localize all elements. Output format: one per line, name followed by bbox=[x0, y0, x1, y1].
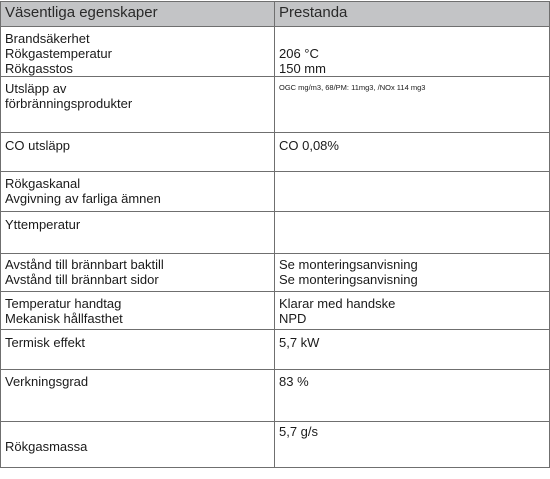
performance-cell bbox=[275, 292, 550, 330]
property-cell bbox=[1, 172, 275, 212]
property-label: Rökgastemperatur bbox=[5, 46, 112, 61]
property-cell bbox=[1, 212, 275, 254]
header-essential-properties: Väsentliga egenskaper bbox=[1, 2, 275, 27]
performance-value: 5,7 kW bbox=[279, 335, 320, 350]
property-label: Avgivning av farliga ämnen bbox=[5, 191, 161, 206]
property-label: Avstånd till brännbart sidor bbox=[5, 272, 159, 287]
performance-value: Se monteringsanvisning bbox=[279, 272, 418, 287]
properties-table-container bbox=[0, 1, 550, 479]
performance-value: 206 °C bbox=[279, 46, 319, 61]
performance-cell bbox=[275, 212, 550, 254]
performance-value: 83 % bbox=[279, 374, 309, 389]
table-row bbox=[1, 422, 550, 468]
performance-cell bbox=[275, 422, 550, 468]
table-row bbox=[1, 172, 550, 212]
performance-cell bbox=[275, 330, 550, 370]
property-cell bbox=[1, 27, 275, 77]
property-label: Temperatur handtag bbox=[5, 296, 122, 311]
property-label: Mekanisk hållfasthet bbox=[5, 311, 123, 326]
property-label: Termisk effekt bbox=[5, 335, 85, 350]
table-row bbox=[1, 27, 550, 77]
property-cell bbox=[1, 254, 275, 292]
performance-value: 5,7 g/s bbox=[279, 424, 319, 439]
table-row bbox=[1, 77, 550, 133]
table-row bbox=[1, 330, 550, 370]
performance-value: Klarar med handske bbox=[279, 296, 396, 311]
property-label: Rökgasstos bbox=[5, 61, 73, 76]
table-row bbox=[1, 133, 550, 172]
property-cell bbox=[1, 292, 275, 330]
property-cell bbox=[1, 133, 275, 172]
table-row bbox=[1, 292, 550, 330]
property-label: Utsläpp av bbox=[5, 81, 67, 96]
property-cell bbox=[1, 422, 275, 468]
performance-cell bbox=[275, 133, 550, 172]
property-label: Rökgaskanal bbox=[5, 176, 81, 191]
performance-value: Se monteringsanvisning bbox=[279, 257, 418, 272]
performance-cell bbox=[275, 27, 550, 77]
property-label: Brandsäkerhet bbox=[5, 31, 90, 46]
property-label: Verkningsgrad bbox=[5, 374, 89, 389]
property-label: CO utsläpp bbox=[5, 138, 71, 153]
header-performance: Prestanda bbox=[275, 2, 550, 27]
performance-cell bbox=[275, 172, 550, 212]
property-cell bbox=[1, 330, 275, 370]
property-cell bbox=[1, 77, 275, 133]
property-label: Avstånd till brännbart baktill bbox=[5, 257, 164, 272]
property-label: Yttemperatur bbox=[5, 217, 81, 232]
performance-value: CO 0,08% bbox=[279, 138, 339, 153]
table-row bbox=[1, 254, 550, 292]
property-label: Rökgasmassa bbox=[5, 439, 88, 454]
emissions-value: OGC mg/m3, 68/PM: 11mg3, /NOx 114 mg3 bbox=[279, 83, 426, 92]
performance-cell bbox=[275, 370, 550, 422]
table-row bbox=[1, 212, 550, 254]
property-label: förbränningsprodukter bbox=[5, 96, 133, 111]
performance-value: NPD bbox=[279, 311, 307, 326]
table-row bbox=[1, 370, 550, 422]
performance-cell bbox=[275, 77, 550, 133]
performance-cell bbox=[275, 254, 550, 292]
properties-table bbox=[0, 1, 550, 468]
performance-value: 150 mm bbox=[279, 61, 326, 76]
table-header-row bbox=[1, 2, 550, 27]
property-cell bbox=[1, 370, 275, 422]
